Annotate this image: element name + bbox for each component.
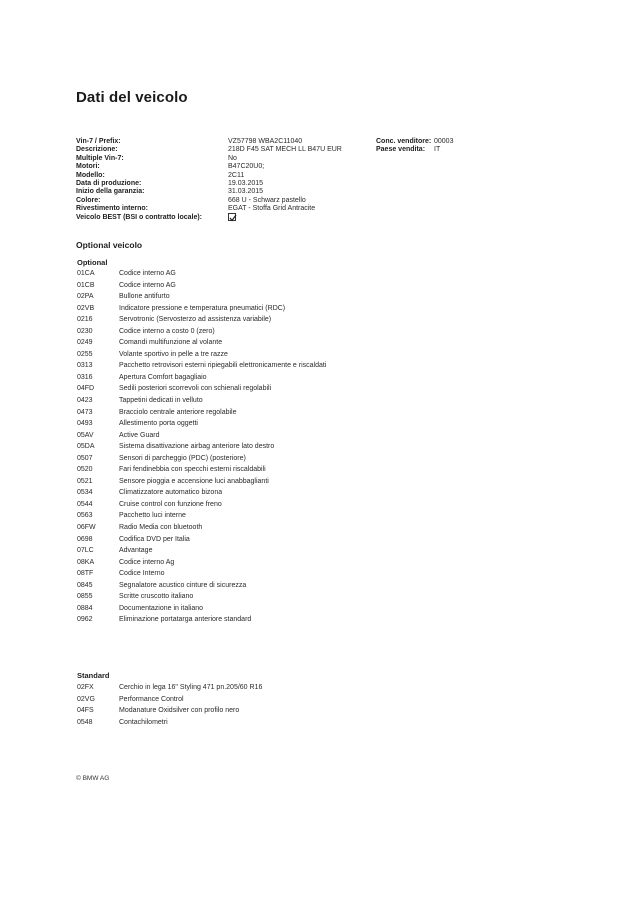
option-row	[77, 282, 497, 294]
info-label: Inizio della garanzia:	[76, 188, 145, 196]
option-row	[77, 501, 497, 513]
option-row	[77, 707, 497, 719]
best-checkbox	[228, 213, 236, 221]
option-description: Apertura Comfort bagagliaio	[119, 373, 207, 381]
option-row	[77, 374, 497, 386]
info-label: Vin-7 / Prefix:	[76, 138, 121, 145]
info-row	[76, 163, 576, 171]
option-description: Codifica DVD per Italia	[119, 535, 190, 543]
info-value: VZ57798 WBA2C11040	[228, 138, 303, 145]
option-description: Servotronic (Servosterzo ad assistenza variabile)	[119, 316, 272, 324]
option-row	[77, 696, 497, 708]
option-description: Radio Media con bluetooth	[119, 524, 203, 532]
option-code: 01CA	[77, 270, 95, 277]
option-code: 0544	[77, 500, 93, 508]
info-value: 2C11	[228, 171, 245, 179]
info-row	[76, 180, 576, 188]
optional-group-title: Optional	[77, 258, 108, 267]
option-description: Active Guard	[119, 431, 160, 439]
option-description: Advantage	[119, 547, 153, 555]
info-row	[76, 155, 576, 163]
info-extra-label: Paese vendita:	[376, 146, 426, 154]
option-description: Fari fendinebbia con specchi esterni riscaldabili	[119, 466, 266, 474]
info-value: 668 U - Schwarz pastello	[228, 196, 306, 204]
option-description: Codice interno AG	[119, 270, 176, 277]
info-label: Modello:	[76, 171, 105, 179]
option-description: Indicatore pressione e temperatura pneumatici (RDC)	[119, 304, 286, 312]
option-row	[77, 536, 497, 548]
option-row	[77, 351, 497, 363]
info-value: 218D F45 SAT MECH LL B47U EUR	[228, 146, 342, 154]
option-row	[77, 305, 497, 317]
info-value: 31.03.2015	[228, 188, 264, 196]
option-description: Codice interno Ag	[119, 558, 175, 566]
option-row	[77, 524, 497, 536]
option-row	[77, 547, 497, 559]
standard-group-title: Standard	[77, 671, 110, 680]
option-row	[77, 489, 497, 501]
option-row	[77, 409, 497, 421]
option-description: Cerchio in lega 16" Styling 471 pn.205/60 R16	[119, 684, 263, 691]
option-code: 0423	[77, 397, 93, 405]
option-description: Bullone antifurto	[119, 293, 170, 301]
option-code: 0249	[77, 339, 93, 347]
option-description: Tappetini dedicati in velluto	[119, 397, 203, 405]
option-description: Contachilometri	[119, 718, 168, 726]
info-value: 19.03.2015	[228, 179, 264, 187]
option-row	[77, 478, 497, 490]
option-row	[77, 719, 497, 731]
info-row	[76, 188, 576, 196]
option-description: Performance Control	[119, 695, 184, 703]
info-extra-label: Conc. venditore:	[376, 138, 432, 145]
option-code: 0230	[77, 327, 93, 335]
option-description: Cruise control con funzione freno	[119, 500, 222, 508]
option-description: Documentazione in italiano	[119, 604, 204, 612]
standard-list	[77, 684, 497, 730]
option-description: Codice interno a costo 0 (zero)	[119, 327, 215, 335]
option-code: 0962	[77, 616, 93, 624]
info-label: Colore:	[76, 196, 101, 204]
option-code: 0548	[77, 718, 93, 726]
option-description: Pacchetto retrovisori esterni ripiegabili elettronicamente e riscaldati	[119, 362, 327, 370]
option-code: 05DA	[77, 443, 95, 451]
option-code: 0563	[77, 512, 93, 520]
option-description: Comandi multifunzione al volante	[119, 339, 223, 347]
option-code: 0313	[77, 362, 93, 370]
option-row	[77, 328, 497, 340]
option-code: 0507	[77, 454, 93, 462]
info-value: EGAT - Stoffa Grid Antracite	[228, 205, 316, 213]
option-row	[77, 616, 497, 628]
option-description: Sensore pioggia e accensione luci anabbaglianti	[119, 477, 269, 485]
option-description: Scritte cruscotto italiano	[119, 593, 194, 601]
info-row	[76, 205, 576, 213]
option-code: 0855	[77, 593, 93, 601]
option-description: Sedili posteriori scorrevoli con schienali regolabili	[119, 385, 272, 393]
section-title: Optional veicolo	[76, 240, 143, 250]
footer-copyright: © BMW AG	[76, 775, 110, 782]
info-label: Data di produzione:	[76, 179, 142, 187]
option-row	[77, 570, 497, 582]
page-title: Dati del veicolo	[76, 89, 188, 106]
option-row	[77, 316, 497, 328]
info-row	[76, 138, 576, 146]
checkmark-icon	[229, 214, 237, 222]
option-code: 01CB	[77, 281, 95, 289]
option-code: 0316	[77, 373, 93, 381]
option-code: 02PA	[77, 293, 94, 301]
option-code: 08TF	[77, 570, 94, 578]
option-code: 02FX	[77, 684, 94, 691]
option-row	[77, 512, 497, 524]
option-code: 0493	[77, 420, 93, 428]
info-row	[76, 146, 576, 154]
option-row	[77, 559, 497, 571]
option-code: 08KA	[77, 558, 95, 566]
option-description: Segnalatore acustico cinture di sicurezza	[119, 581, 247, 589]
option-row	[77, 339, 497, 351]
option-row	[77, 582, 497, 594]
option-code: 04FS	[77, 707, 94, 715]
option-description: Climatizzatore automatico bizona	[119, 489, 223, 497]
option-code: 0884	[77, 604, 93, 612]
option-code: 02VB	[77, 304, 95, 312]
option-row	[77, 466, 497, 478]
option-row	[77, 385, 497, 397]
optional-list	[77, 270, 497, 628]
info-label: Motori:	[76, 163, 100, 171]
option-row	[77, 293, 497, 305]
info-row	[76, 197, 576, 205]
option-row	[77, 605, 497, 617]
option-row	[77, 270, 497, 282]
option-row	[77, 443, 497, 455]
option-row	[77, 455, 497, 467]
option-description: Codice Interno	[119, 570, 165, 578]
vehicle-info-table	[76, 138, 576, 222]
option-description: Eliminazione portatarga anteriore standard	[119, 616, 252, 624]
info-label: Veicolo BEST (BSI o contratto locale):	[76, 213, 203, 221]
info-value: B47C20U0;	[228, 163, 265, 171]
option-row	[77, 432, 497, 444]
option-code: 0534	[77, 489, 93, 497]
option-row	[77, 420, 497, 432]
option-description: Modanature Oxidsilver con profilo nero	[119, 707, 240, 715]
option-row	[77, 362, 497, 374]
info-extra-value: IT	[434, 146, 441, 154]
option-description: Volante sportivo in pelle a tre razze	[119, 350, 228, 358]
info-label: Multiple Vin-7:	[76, 154, 124, 162]
option-description: Sistema disattivazione airbag anteriore lato destro	[119, 443, 275, 451]
option-code: 0255	[77, 350, 93, 358]
option-code: 0521	[77, 477, 93, 485]
info-label: Rivestimento interno:	[76, 205, 148, 213]
option-code: 0520	[77, 466, 93, 474]
option-description: Bracciolo centrale anteriore regolabile	[119, 408, 237, 416]
option-description: Allestimento porta oggetti	[119, 420, 198, 428]
info-row	[76, 172, 576, 180]
option-code: 0698	[77, 535, 93, 543]
option-description: Sensori di parcheggio (PDC) (posteriore)	[119, 454, 246, 462]
info-value: No	[228, 154, 237, 162]
option-code: 06FW	[77, 524, 96, 532]
option-code: 0216	[77, 316, 93, 324]
info-extra-value: 00003	[434, 138, 454, 145]
option-code: 04FD	[77, 385, 95, 393]
info-row	[76, 214, 576, 222]
option-code: 02VG	[77, 695, 95, 703]
option-code: 07LC	[77, 547, 94, 555]
option-row	[77, 397, 497, 409]
option-description: Codice interno AG	[119, 281, 176, 289]
info-label: Descrizione:	[76, 146, 118, 154]
option-row	[77, 593, 497, 605]
option-row	[77, 684, 497, 696]
option-code: 05AV	[77, 431, 94, 439]
option-description: Pacchetto luci interne	[119, 512, 186, 520]
option-code: 0473	[77, 408, 93, 416]
option-code: 0845	[77, 581, 93, 589]
